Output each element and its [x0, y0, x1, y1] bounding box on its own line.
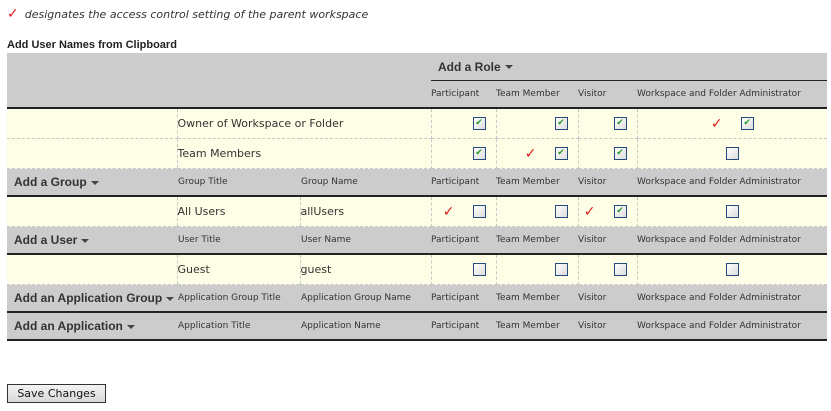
row-title: Owner of Workspace or Folder — [177, 108, 431, 139]
section-title: Add User Names from Clipboard — [7, 39, 177, 51]
role-checkbox[interactable]: ✔ — [473, 147, 486, 160]
table-row — [7, 196, 827, 227]
empty-header-cell — [7, 81, 431, 109]
role-checkbox[interactable]: ✔ — [473, 117, 486, 130]
role-cell — [578, 139, 637, 169]
column-header: Application Group Name — [300, 285, 431, 313]
role-checkbox[interactable]: ✔ — [614, 147, 627, 160]
role-column-header: Visitor — [578, 227, 637, 255]
add-dropdown-label: Add an Application Group — [14, 291, 163, 305]
section-header — [7, 227, 827, 255]
role-checkbox[interactable] — [726, 147, 739, 160]
add-role-header — [431, 53, 827, 81]
role-cell — [496, 139, 578, 169]
role-cell — [431, 254, 496, 285]
role-checkbox[interactable] — [473, 263, 486, 276]
section-header — [7, 285, 827, 313]
role-cell — [637, 108, 827, 139]
chevron-down-icon — [127, 325, 135, 329]
add-dropdown-label: Add a User — [14, 233, 78, 247]
role-checkbox[interactable] — [555, 205, 568, 218]
role-checkbox[interactable]: ✔ — [555, 117, 568, 130]
role-checkbox[interactable] — [614, 263, 627, 276]
role-cell — [578, 196, 637, 227]
role-cell — [496, 196, 578, 227]
role-column-header: Team Member — [496, 227, 578, 255]
legend — [7, 7, 368, 21]
table-row — [7, 139, 827, 169]
column-header: Group Title — [177, 169, 300, 197]
red-checkmark-icon: ✓ — [524, 145, 537, 162]
role-column-header: Team Member — [496, 81, 578, 109]
role-cell — [578, 108, 637, 139]
role-checkbox[interactable]: ✔ — [555, 147, 568, 160]
column-header: Application Title — [177, 312, 300, 340]
row-spacer — [7, 254, 177, 285]
red-checkmark-icon: ✓ — [7, 6, 19, 22]
row-title: All Users — [177, 196, 300, 227]
column-header: User Title — [177, 227, 300, 255]
row-spacer — [7, 139, 177, 169]
role-column-header: Visitor — [578, 285, 637, 313]
role-column-header: Participant — [431, 227, 496, 255]
role-checkbox[interactable] — [726, 263, 739, 276]
add-dropdown[interactable] — [7, 169, 177, 197]
chevron-down-icon — [505, 65, 513, 69]
role-header-top — [7, 53, 827, 81]
chevron-down-icon — [91, 181, 99, 185]
section-header — [7, 312, 827, 340]
red-checkmark-icon: ✓ — [442, 203, 455, 220]
row-name: guest — [300, 254, 431, 285]
role-column-header: Team Member — [496, 169, 578, 197]
save-changes-button[interactable]: Save Changes — [7, 384, 106, 403]
add-dropdown-label: Add an Application — [14, 319, 123, 333]
row-spacer — [7, 196, 177, 227]
role-column-header: Visitor — [578, 312, 637, 340]
role-column-header: Visitor — [578, 169, 637, 197]
add-dropdown[interactable] — [7, 312, 177, 340]
role-column-header: Participant — [431, 169, 496, 197]
role-cell — [431, 196, 496, 227]
role-cell — [431, 108, 496, 139]
role-cell — [637, 139, 827, 169]
table-row — [7, 254, 827, 285]
role-checkbox[interactable] — [555, 263, 568, 276]
role-column-header: Team Member — [496, 285, 578, 313]
role-checkbox[interactable] — [726, 205, 739, 218]
column-header: Application Group Title — [177, 285, 300, 313]
chevron-down-icon — [81, 239, 89, 243]
column-header: User Name — [300, 227, 431, 255]
row-title: Team Members — [177, 139, 431, 169]
chevron-down-icon — [166, 297, 174, 301]
role-checkbox[interactable] — [473, 205, 486, 218]
section-header — [7, 169, 827, 197]
red-checkmark-icon: ✓ — [583, 203, 596, 220]
role-column-header: Workspace and Folder Administrator — [637, 81, 827, 109]
column-header: Group Name — [300, 169, 431, 197]
section-header — [7, 81, 827, 109]
role-column-header: Workspace and Folder Administrator — [637, 227, 827, 255]
row-title: Guest — [177, 254, 300, 285]
row-spacer — [7, 108, 177, 139]
role-column-header: Workspace and Folder Administrator — [637, 169, 827, 197]
role-cell — [496, 108, 578, 139]
role-cell — [637, 254, 827, 285]
add-role-label: Add a Role — [438, 59, 501, 74]
add-role-dropdown[interactable] — [438, 60, 513, 74]
role-checkbox[interactable]: ✔ — [614, 205, 627, 218]
role-cell — [496, 254, 578, 285]
row-name: allUsers — [300, 196, 431, 227]
role-cell — [637, 196, 827, 227]
role-column-header: Workspace and Folder Administrator — [637, 285, 827, 313]
role-column-header: Participant — [431, 81, 496, 109]
add-dropdown[interactable] — [7, 285, 177, 313]
role-cell — [578, 254, 637, 285]
column-header: Application Name — [300, 312, 431, 340]
role-checkbox[interactable]: ✔ — [741, 117, 754, 130]
access-control-table — [7, 53, 827, 341]
role-column-header: Visitor — [578, 81, 637, 109]
role-cell — [431, 139, 496, 169]
legend-text: designates the access control setting of the parent workspace — [24, 7, 369, 21]
role-column-header: Team Member — [496, 312, 578, 340]
role-checkbox[interactable]: ✔ — [614, 117, 627, 130]
empty-header-cell — [7, 53, 431, 81]
role-column-header: Participant — [431, 285, 496, 313]
role-column-header: Workspace and Folder Administrator — [637, 312, 827, 340]
table-row — [7, 108, 827, 139]
red-checkmark-icon: ✓ — [710, 115, 723, 132]
add-dropdown-label: Add a Group — [14, 175, 87, 189]
role-column-header: Participant — [431, 312, 496, 340]
add-dropdown[interactable] — [7, 227, 177, 255]
